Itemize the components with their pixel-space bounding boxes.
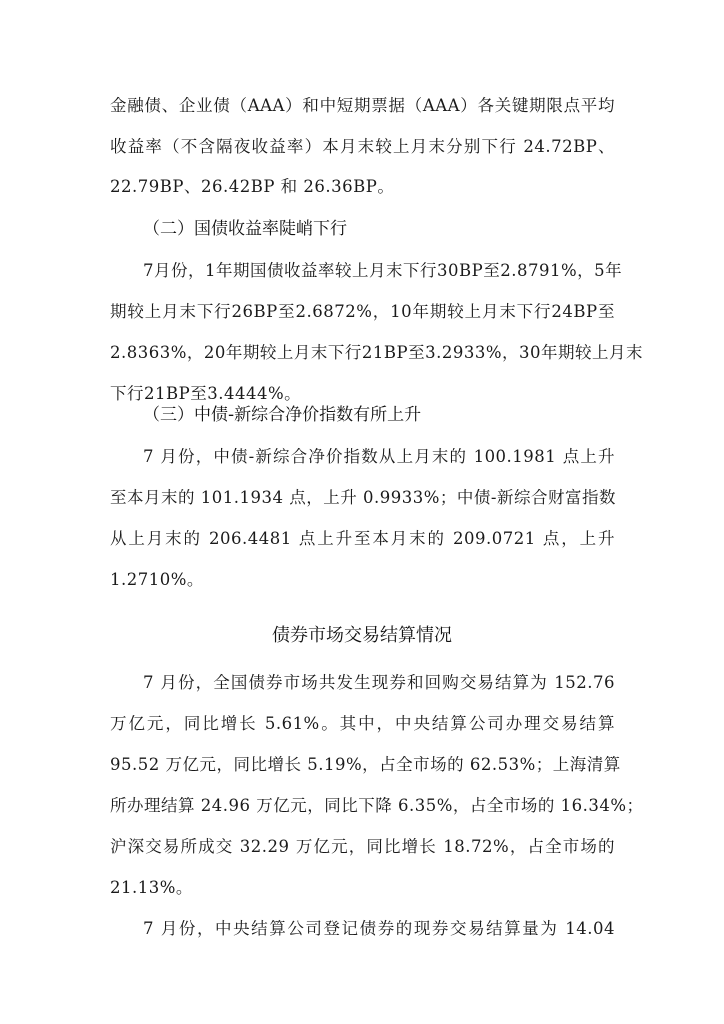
- paragraph-line: 万亿元，同比增长 5.61%。其中，中央结算公司办理交易结算: [110, 714, 615, 733]
- paragraph-line: 沪深交易所成交 32.29 万亿元，同比增长 18.72%，占全市场的: [110, 837, 615, 856]
- paragraph-line: 7 月份，全国债券市场共发生现券和回购交易结算为 152.76: [143, 673, 615, 692]
- section-heading-market-settlement: 债券市场交易结算情况: [272, 625, 452, 646]
- paragraph-line: 期较上月末下行26BP至2.6872%，10年期较上月末下行24BP至: [110, 302, 615, 321]
- paragraph-line: 下行21BP至3.4444%。: [110, 384, 302, 403]
- paragraph-line: 95.52 万亿元，同比增长 5.19%，占全市场的 62.53%；上海清算: [110, 755, 621, 774]
- paragraph-line: 7 月份，中央结算公司登记债券的现券交易结算量为 14.04: [143, 919, 615, 938]
- paragraph-line: 1.2710%。: [110, 570, 204, 589]
- paragraph-line: 22.79BP、26.42BP 和 26.36BP。: [110, 177, 395, 196]
- section-heading-index: （三）中债-新综合净价指数有所上升: [143, 405, 422, 425]
- section-heading-treasury-yield: （二）国债收益率陡峭下行: [143, 219, 347, 239]
- paragraph-line: 从上月末的 206.4481 点上升至本月末的 209.0721 点，上升: [110, 529, 615, 548]
- paragraph-line: 所办理结算 24.96 万亿元，同比下降 6.35%，占全市场的 16.34%；: [110, 796, 644, 815]
- paragraph-line: 7月份，1年期国债收益率较上月末下行30BP至2.8791%，5年: [143, 261, 623, 280]
- paragraph-line: 金融债、企业债（AAA）和中短期票据（AAA）各关键期限点平均: [110, 96, 615, 115]
- paragraph-line: 7 月份，中债-新综合净价指数从上月末的 100.1981 点上升: [143, 447, 615, 466]
- paragraph-line: 2.8363%，20年期较上月末下行21BP至3.2933%，30年期较上月末: [110, 343, 644, 362]
- paragraph-line: 收益率（不含隔夜收益率）本月末较上月末分别下行 24.72BP、: [110, 137, 615, 156]
- paragraph-line: 至本月末的 101.1934 点，上升 0.9933%；中债-新综合财富指数: [110, 488, 616, 507]
- paragraph-line: 21.13%。: [110, 878, 193, 897]
